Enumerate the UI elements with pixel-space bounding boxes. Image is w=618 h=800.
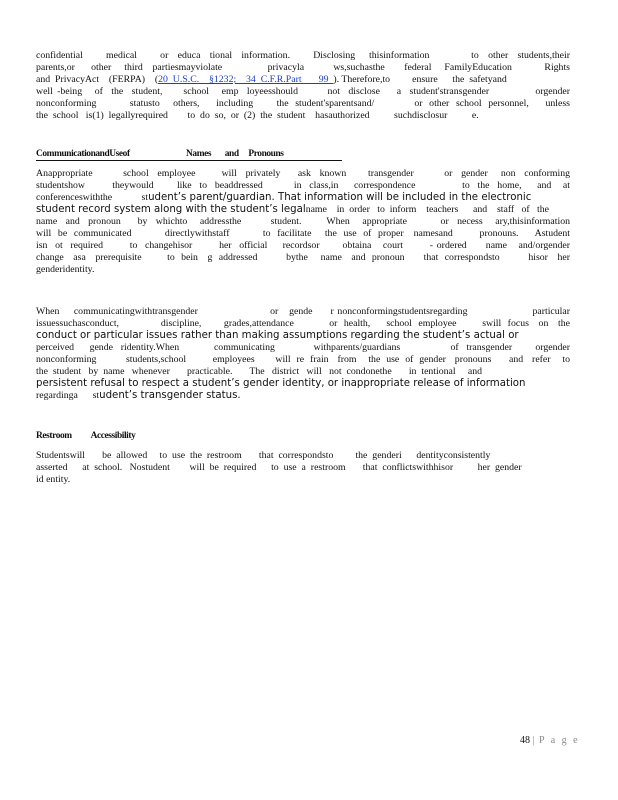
text-segment: udent’s transgender status. <box>99 390 241 401</box>
text-line-mixed <box>36 204 570 216</box>
text-segment: ). Therefore,to ensure the safetyand <box>333 74 507 85</box>
text-line: issuessuchasconduct, discipline, grades,attendance or health, school employee swill focus on the <box>36 318 570 329</box>
ferpa-citation-link[interactable]: 20 U.S.C. §1232; 34 C.F.R.Part 99 <box>158 74 334 85</box>
text-segment: student record system along with the student’s legal <box>36 204 306 215</box>
text-line: change asa prerequisite to bein g addressed bythe name and pronoun that correspondsto hisor her <box>36 252 570 263</box>
text-line: asserted at school. Nostudent will be required to use a restroom that conflictswithhisor her gender <box>36 462 522 473</box>
footer-page-word: P a g e <box>539 735 580 746</box>
paragraph-names-pronouns <box>36 168 570 276</box>
paragraph-communicating <box>36 306 570 402</box>
section-heading-restroom: Restroom Accessibility <box>36 431 136 441</box>
text-line-mixed <box>36 192 570 204</box>
text-line: perceived gende ridentity.When communicating withparents/guardians of transgender orgender <box>36 342 570 353</box>
text-segment: conferenceswiththe st <box>36 192 149 203</box>
section-heading-names-pronouns: CommunicationandUseof Names and Pronouns <box>36 148 342 161</box>
paragraph-confidential <box>36 50 570 122</box>
paragraph-restroom <box>36 450 570 486</box>
text-line: parents,or other third partiesmayviolate privacyla ws,suchasthe federal FamilyEducation Rights <box>36 62 570 73</box>
text-line: persistent refusal to respect a student’s gender identity, or inappropriate release of information <box>36 378 526 389</box>
text-line: the school is(1) legallyrequired to do so, or (2) the student hasauthorized suchdisclosur e. <box>36 110 479 121</box>
text-line: isn ot required to changehisor her official recordsor obtaina court - ordered name and/orgender <box>36 240 570 251</box>
text-segment: name in order to inform teachers and staff of the <box>305 204 549 215</box>
text-segment: regardinga st <box>36 390 100 401</box>
text-line: the student by name whenever practicable. The district will not condonethe in tentional and <box>36 366 483 377</box>
text-line: name and pronoun by whichto addressthe student. When appropriate or necess ary,thisinformation <box>36 216 570 227</box>
text-line: confidential medical or educa tional information. Disclosing thisinformation to other students,their <box>36 50 570 61</box>
text-line: Studentswill be allowed to use the restroom that correspondsto the genderi dentityconsistently <box>36 450 491 461</box>
text-line: Anappropriate school employee will privately ask known transgender or gender non conforming <box>36 168 570 179</box>
text-line-mixed <box>36 390 570 402</box>
text-line: nonconforming statusto others, including the student'sparentsand/ or other school personnel, unless <box>36 98 570 109</box>
text-line: nonconforming students,school employees will re frain from the use of gender pronouns and refer to <box>36 354 570 365</box>
text-line: id entity. <box>36 474 71 485</box>
text-segment: udent’s parent/guardian. That information will be included in the electronic <box>148 192 532 203</box>
footer-separator: | <box>532 735 537 746</box>
page-number: 48 <box>520 735 530 746</box>
text-line-ferpa <box>36 74 570 86</box>
text-line: will be communicated directlywithstaff to facilitate the use of proper namesand pronouns. Astudent <box>36 228 570 239</box>
text-segment: and PrivacyAct (FERPA) ( <box>36 74 159 85</box>
text-line: When communicatingwithtransgender or gende r nonconformingstudentsregarding particular <box>36 306 570 317</box>
text-line: conduct or particular issues rather than making assumptions regarding the student’s actual or <box>36 330 519 341</box>
text-line: well -being of the student, school emp loyeesshould not disclose a student'stransgender orgender <box>36 86 570 97</box>
page-footer <box>520 735 580 746</box>
text-line: studentshow theywould like to beaddressed in class,in correspondence to the home, and at <box>36 180 570 191</box>
text-line: genderidentity. <box>36 264 95 275</box>
